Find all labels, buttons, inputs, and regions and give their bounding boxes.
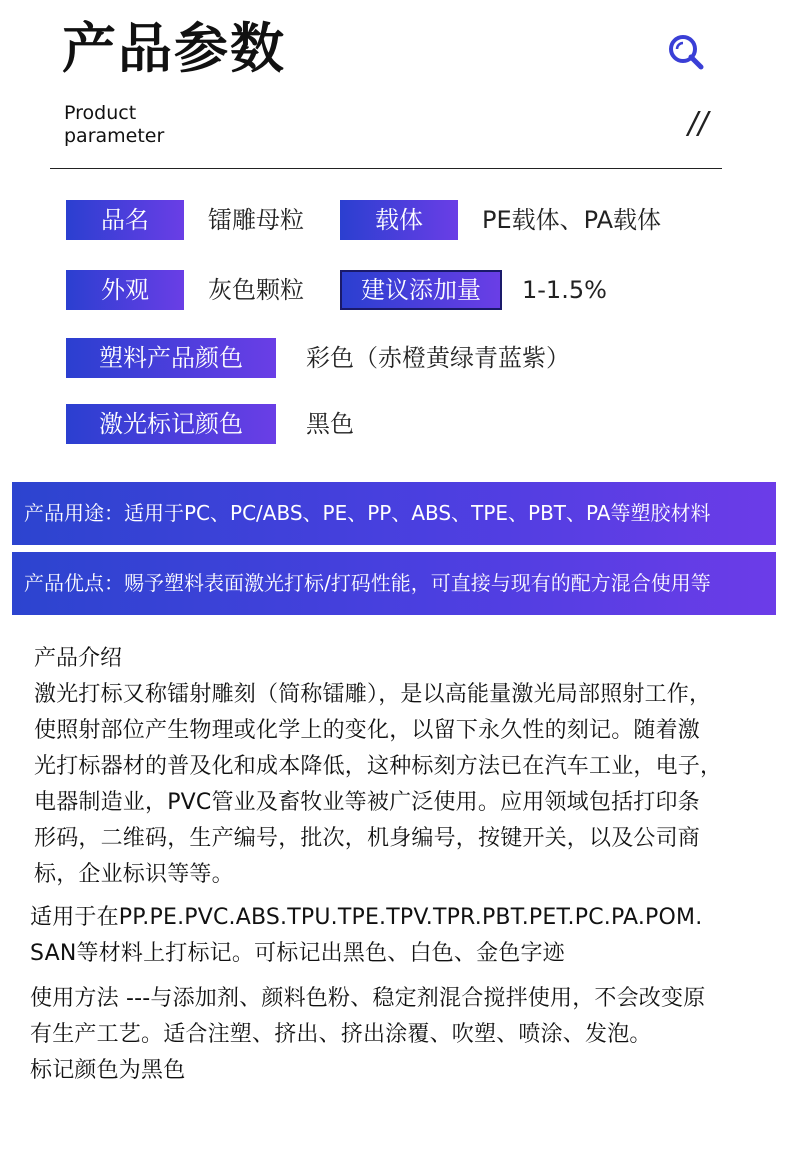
name-value: 镭雕母粒 <box>208 206 304 234</box>
page-title: 产品参数 <box>62 17 286 80</box>
plastic-color-label: 塑料产品颜色 <box>66 338 276 378</box>
intro-line: 形码，二维码，生产编号，批次，机身编号，按键开关，以及公司商 <box>34 826 701 851</box>
name-label: 品名 <box>66 200 184 240</box>
intro-line: 标，企业标识等等。 <box>34 862 234 887</box>
intro-line: 光打标器材的普及化和成本降低，这种标刻方法已在汽车工业，电子， <box>34 754 723 779</box>
subtitle-line-2: parameter <box>64 125 165 147</box>
method-line: 有生产工艺。适合注塑、挤出、挤出涂覆、吹塑、喷涂、发泡。 <box>30 1022 652 1047</box>
usage-band: 产品用途：适用于PC、PC/ABS、PE、PP、ABS、TPE、PBT、PA等塑胶材料 <box>12 482 776 545</box>
laser-color-label: 激光标记颜色 <box>66 404 276 444</box>
appearance-label: 外观 <box>66 270 184 310</box>
materials-line: 适用于在PP.PE.PVC.ABS.TPU.TPE.TPV.TPR.PBT.PET.PC.PA.POM. <box>30 905 703 930</box>
header-divider <box>50 168 722 169</box>
carrier-label: 载体 <box>340 200 458 240</box>
subtitle-line-1: Product <box>64 102 137 124</box>
advantages-band: 产品优点：赐予塑料表面激光打标/打码性能，可直接与现有的配方混合使用等 <box>12 552 776 615</box>
carrier-value: PE载体、PA载体 <box>482 206 661 234</box>
dosage-label: 建议添加量 <box>340 270 502 310</box>
appearance-value: 灰色颗粒 <box>208 276 304 304</box>
page-subtitle <box>64 102 164 148</box>
method-paragraph <box>30 981 705 1089</box>
materials-paragraph <box>30 900 702 972</box>
laser-color-value: 黑色 <box>306 410 354 438</box>
decorative-slashes: // <box>688 106 709 141</box>
intro-line: 电器制造业，PVC管业及畜牧业等被广泛使用。应用领域包括打印条 <box>34 790 700 815</box>
intro-line: 激光打标又称镭射雕刻（简称镭雕），是以高能量激光局部照射工作， <box>34 682 712 707</box>
plastic-color-value: 彩色（赤橙黄绿青蓝紫） <box>306 344 570 372</box>
method-line: 标记颜色为黑色 <box>30 1058 186 1083</box>
materials-line: SAN等材料上打标记。可标记出黑色、白色、金色字迹 <box>30 941 565 966</box>
dosage-value: 1-1.5% <box>522 276 607 304</box>
intro-title: 产品介绍 <box>34 646 123 671</box>
search-icon[interactable] <box>666 32 706 72</box>
intro-line: 使照射部位产生物理或化学上的变化，以留下永久性的刻记。随着激 <box>34 718 701 743</box>
intro-paragraph <box>34 677 722 893</box>
method-line: 使用方法 ---与添加剂、颜料色粉、稳定剂混合搅拌使用，不会改变原 <box>30 986 706 1011</box>
